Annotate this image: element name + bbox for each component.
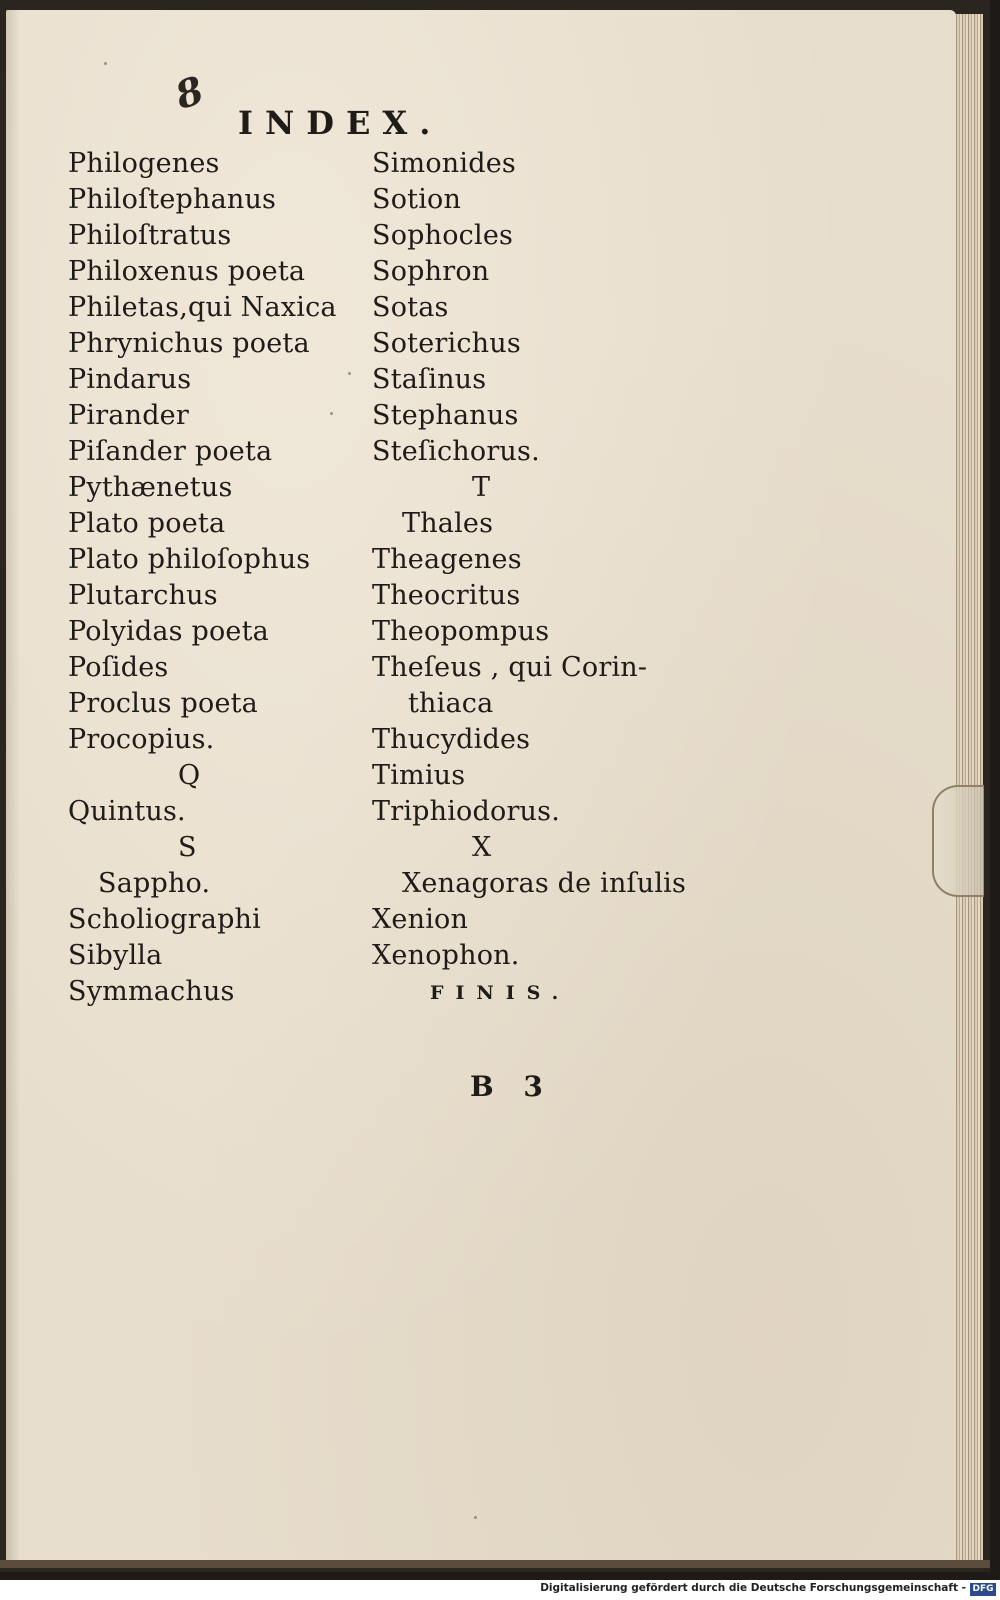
index-entry-continuation: thiaca	[408, 688, 494, 719]
index-entry: Theſeus , qui Corin-	[372, 652, 648, 683]
index-entry: Philetas,qui Naxica	[68, 292, 337, 323]
index-entry: Theagenes	[372, 544, 522, 575]
index-letter-heading: S	[178, 832, 197, 863]
index-entry: Piſander poeta	[68, 436, 273, 467]
index-entry: Soterichus	[372, 328, 521, 359]
index-entry: Xenion	[372, 904, 469, 935]
index-letter-heading: T	[472, 472, 491, 503]
index-entry: Pindarus	[68, 364, 192, 395]
index-entry: Theopompus	[372, 616, 550, 647]
index-entry: Xenophon.	[372, 940, 520, 971]
index-entry: Xenagoras de inſulis	[402, 868, 687, 899]
index-entry: Sappho.	[98, 868, 211, 899]
index-column-left	[68, 146, 337, 1010]
index-entry: Steſichorus.	[372, 436, 540, 467]
index-entry: Timius	[372, 760, 466, 791]
index-entry: Quintus.	[68, 796, 186, 827]
index-entry: Plato philoſophus	[68, 544, 311, 575]
index-entry: Sophocles	[372, 220, 514, 251]
index-entry: Pythænetus	[68, 472, 233, 503]
index-entry: Polyidas poeta	[68, 616, 269, 647]
index-entry: Sotion	[372, 184, 462, 215]
index-entry: Simonides	[372, 148, 516, 179]
index-entry: Procopius.	[68, 724, 215, 755]
index-entry: Philoſtephanus	[68, 184, 277, 215]
index-entry: Symmachus	[68, 976, 235, 1007]
footer-credit: Digitalisierung gefördert durch die Deutsche Forschungsgemeinschaft -	[540, 1582, 966, 1594]
index-entry: Stephanus	[372, 400, 519, 431]
index-entry: Plato poeta	[68, 508, 226, 539]
handwritten-mark: 8	[169, 67, 209, 118]
index-entry: Sotas	[372, 292, 449, 323]
index-entry: Plutarchus	[68, 580, 218, 611]
index-entry: Poſides	[68, 652, 169, 683]
index-letter-heading: Q	[178, 760, 201, 791]
paper-speck	[104, 62, 107, 65]
index-entry: Philoſtratus	[68, 220, 232, 251]
index-entry: Thucydides	[372, 724, 531, 755]
index-entry: Philoxenus poeta	[68, 256, 306, 287]
page-bottom-edge	[0, 1560, 990, 1568]
index-entry: Sibylla	[68, 940, 163, 971]
paper-speck	[474, 1516, 477, 1519]
index-entry: Staſinus	[372, 364, 487, 395]
index-entry: Pirander	[68, 400, 189, 431]
index-entry: Triphiodorus.	[372, 796, 560, 827]
index-entry: Thales	[402, 508, 494, 539]
index-column-right	[372, 146, 686, 974]
dfg-logo-icon: DFG	[970, 1583, 996, 1596]
index-entry: Scholiographi	[68, 904, 261, 935]
paper-speck	[348, 372, 351, 375]
index-entry: Phrynichus poeta	[68, 328, 310, 359]
index-entry: Philogenes	[68, 148, 220, 179]
index-entry: Proclus poeta	[68, 688, 258, 719]
index-letter-heading: X	[472, 832, 492, 863]
index-entry: Sophron	[372, 256, 490, 287]
paper-speck	[330, 412, 333, 415]
signature-mark: B 3	[470, 1070, 553, 1103]
page-title: INDEX.	[238, 104, 443, 142]
index-entry: Theocritus	[372, 580, 521, 611]
ribbon-tab-loop	[932, 785, 984, 897]
finis-mark: FINIS.	[430, 982, 571, 1004]
